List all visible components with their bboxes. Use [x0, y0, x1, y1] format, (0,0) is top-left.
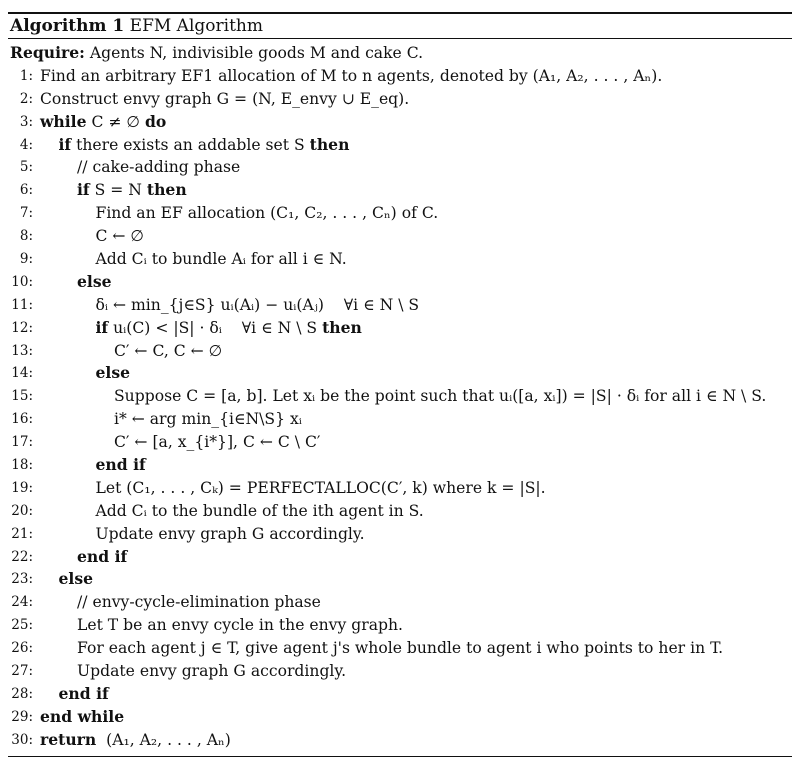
line-number: 4:: [19, 136, 33, 153]
statement-text: C′ ← C, C ← ∅: [114, 341, 223, 360]
require-text: Agents N, indivisible goods M and cake C.: [89, 44, 424, 62]
statement-text: // envy-cycle-elimination phase: [77, 593, 321, 612]
statement-text: δᵢ ← min_{j∈S} uᵢ(Aᵢ) − uᵢ(Aⱼ) ∀i ∈ N \ S: [95, 295, 420, 314]
line-number: 25:: [11, 617, 33, 634]
line-number: 1:: [19, 67, 33, 84]
line-number: 5:: [19, 159, 33, 176]
line-text: [114, 408, 302, 431]
algorithm-line: [8, 546, 792, 569]
algorithm-line: [8, 477, 792, 500]
line-text: [96, 225, 145, 248]
statement-text: For each agent j ∈ T, give agent j's whole bundle to agent i who points to her in T.: [77, 639, 724, 658]
line-text: [114, 340, 222, 363]
line-number: 17:: [11, 434, 33, 451]
statement-text: uᵢ(C) < |S| · δᵢ ∀i ∈ N \ S: [108, 318, 323, 337]
statement-text: Find an arbitrary EF1 allocation of M to n agents, denoted by (A₁, A₂, . . . , Aₙ).: [40, 66, 663, 85]
line-number: 14:: [11, 365, 33, 382]
line-text: [77, 591, 321, 614]
statement-text: Add Cᵢ to bundle Aᵢ for all i ∈ N.: [95, 250, 347, 269]
line-text: [77, 156, 240, 179]
require-keyword: Require:: [10, 43, 85, 62]
keyword: then: [322, 317, 362, 337]
line-number: 10:: [11, 273, 33, 290]
statement-text: Add Cᵢ to the bundle of the ith agent in S.: [95, 501, 424, 520]
algorithm-line: [8, 454, 792, 477]
statement-text: there exists an addable set S: [71, 135, 310, 154]
line-text: [96, 317, 362, 340]
line-text: [96, 294, 420, 317]
statement-text: (A₁, A₂, . . . , Aₙ): [96, 730, 231, 749]
statement-text: C′ ← [a, x_{i*}], C ← C \ C′: [114, 433, 321, 452]
keyword: if: [58, 134, 72, 154]
algorithm-line: [8, 706, 792, 729]
line-number: 2:: [19, 90, 33, 107]
line-text: [59, 683, 109, 706]
bottom-rule: [8, 756, 792, 757]
algorithm-label: Algorithm 1: [10, 16, 125, 36]
line-text: [96, 248, 347, 271]
line-text: [96, 202, 439, 225]
line-number: 11:: [11, 296, 33, 313]
line-text: [59, 134, 350, 157]
algorithm-line: [8, 156, 792, 179]
algorithm-line: [8, 340, 792, 363]
statement-text: C ≠ ∅: [86, 112, 145, 131]
algorithm-line: [8, 637, 792, 660]
algorithm-line: [8, 431, 792, 454]
algorithm-line: [8, 683, 792, 706]
line-text: [77, 179, 187, 202]
line-number: 8:: [19, 228, 33, 245]
algorithm-line: [8, 225, 792, 248]
line-text: [40, 111, 166, 134]
algorithm-caption: [8, 14, 792, 38]
algorithm-line: [8, 271, 792, 294]
line-number: 6:: [19, 182, 33, 199]
line-text: [40, 729, 231, 752]
line-text: [40, 65, 662, 88]
line-text: [59, 568, 94, 591]
keyword: if: [77, 180, 90, 200]
line-number: 28:: [11, 685, 33, 702]
line-number: 12:: [11, 319, 33, 336]
line-number: 9:: [19, 251, 33, 268]
keyword: return: [40, 729, 97, 749]
line-number: 27:: [11, 663, 33, 680]
keyword: do: [144, 111, 167, 131]
line-text: [40, 706, 124, 729]
line-text: [96, 477, 546, 500]
keyword: end while: [40, 706, 125, 726]
algorithm-line: [8, 614, 792, 637]
keyword: end if: [95, 455, 146, 475]
algorithm-line: [8, 660, 792, 683]
line-number: 24:: [11, 594, 33, 611]
line-number: 30:: [11, 731, 33, 748]
line-text: [77, 546, 127, 569]
line-number: 29:: [11, 708, 33, 725]
statement-text: Update envy graph G accordingly.: [77, 662, 347, 681]
algorithm-line: [8, 591, 792, 614]
line-number: 21:: [11, 525, 33, 542]
line-text: [77, 637, 723, 660]
algorithm-line: [8, 202, 792, 225]
line-number: 15:: [11, 388, 33, 405]
keyword: end if: [77, 546, 128, 566]
algorithm-line: [8, 385, 792, 408]
statement-text: Let (C₁, . . . , Cₖ) = PERFECTALLOC(C′, k) where k = |S|.: [95, 478, 546, 497]
line-text: [77, 660, 346, 683]
line-number: 23:: [11, 571, 33, 588]
keyword: else: [77, 271, 112, 291]
line-text: [40, 88, 409, 111]
algorithm-line: [8, 362, 792, 385]
line-number: 16:: [11, 411, 33, 428]
line-number: 3:: [19, 113, 33, 130]
line-text: [96, 523, 365, 546]
algorithm-line: [8, 500, 792, 523]
statement-text: C ← ∅: [95, 227, 144, 246]
keyword: end if: [58, 683, 109, 703]
line-text: [96, 362, 131, 385]
statement-text: Let T be an envy cycle in the envy graph.: [77, 616, 403, 635]
algorithm-line: [8, 729, 792, 752]
keyword: else: [58, 569, 94, 589]
algorithm-line: [8, 134, 792, 157]
line-number: 18:: [11, 457, 33, 474]
algorithm-line: [8, 408, 792, 431]
algorithm-line: [8, 568, 792, 591]
require-line: [8, 42, 792, 65]
statement-text: S = N: [89, 181, 147, 200]
statement-text: Construct envy graph G = (N, E_envy ∪ E_eq).: [40, 89, 410, 108]
algorithm-line: [8, 248, 792, 271]
line-number: 19:: [11, 479, 33, 496]
algorithm-line: [8, 523, 792, 546]
algorithm-title: EFM Algorithm: [129, 16, 263, 36]
line-text: [96, 500, 424, 523]
keyword: else: [95, 363, 131, 383]
algorithm-line: [8, 111, 792, 134]
statement-text: Suppose C = [a, b]. Let xᵢ be the point such that uᵢ([a, xᵢ]) = |S| · δᵢ for all i ∈ N \ S.: [114, 387, 767, 406]
line-number: 20:: [11, 502, 33, 519]
algorithm-line: [8, 317, 792, 340]
algorithm-box: [8, 12, 792, 757]
statement-text: Update envy graph G accordingly.: [95, 524, 365, 543]
algorithm-line: [8, 179, 792, 202]
caption-rule: [8, 38, 792, 39]
keyword: if: [95, 317, 109, 337]
algorithm-lines: [8, 65, 792, 752]
line-text: [77, 271, 112, 294]
keyword: then: [146, 180, 187, 200]
line-text: [96, 454, 146, 477]
algorithm-line: [8, 65, 792, 88]
algorithm-line: [8, 294, 792, 317]
line-number: 7:: [19, 205, 33, 222]
line-number: 22:: [11, 548, 33, 565]
line-text: [114, 431, 320, 454]
keyword: while: [40, 111, 87, 131]
keyword: then: [309, 134, 350, 154]
algorithm-line: [8, 88, 792, 111]
line-text: [114, 385, 766, 408]
statement-text: Find an EF allocation (C₁, C₂, . . . , Cₙ) of C.: [95, 204, 439, 223]
line-number: 13:: [11, 342, 33, 359]
statement-text: // cake-adding phase: [77, 158, 241, 177]
line-text: [77, 614, 403, 637]
statement-text: i* ← arg min_{i∈N\S} xᵢ: [114, 410, 302, 429]
line-number: 26:: [11, 640, 33, 657]
